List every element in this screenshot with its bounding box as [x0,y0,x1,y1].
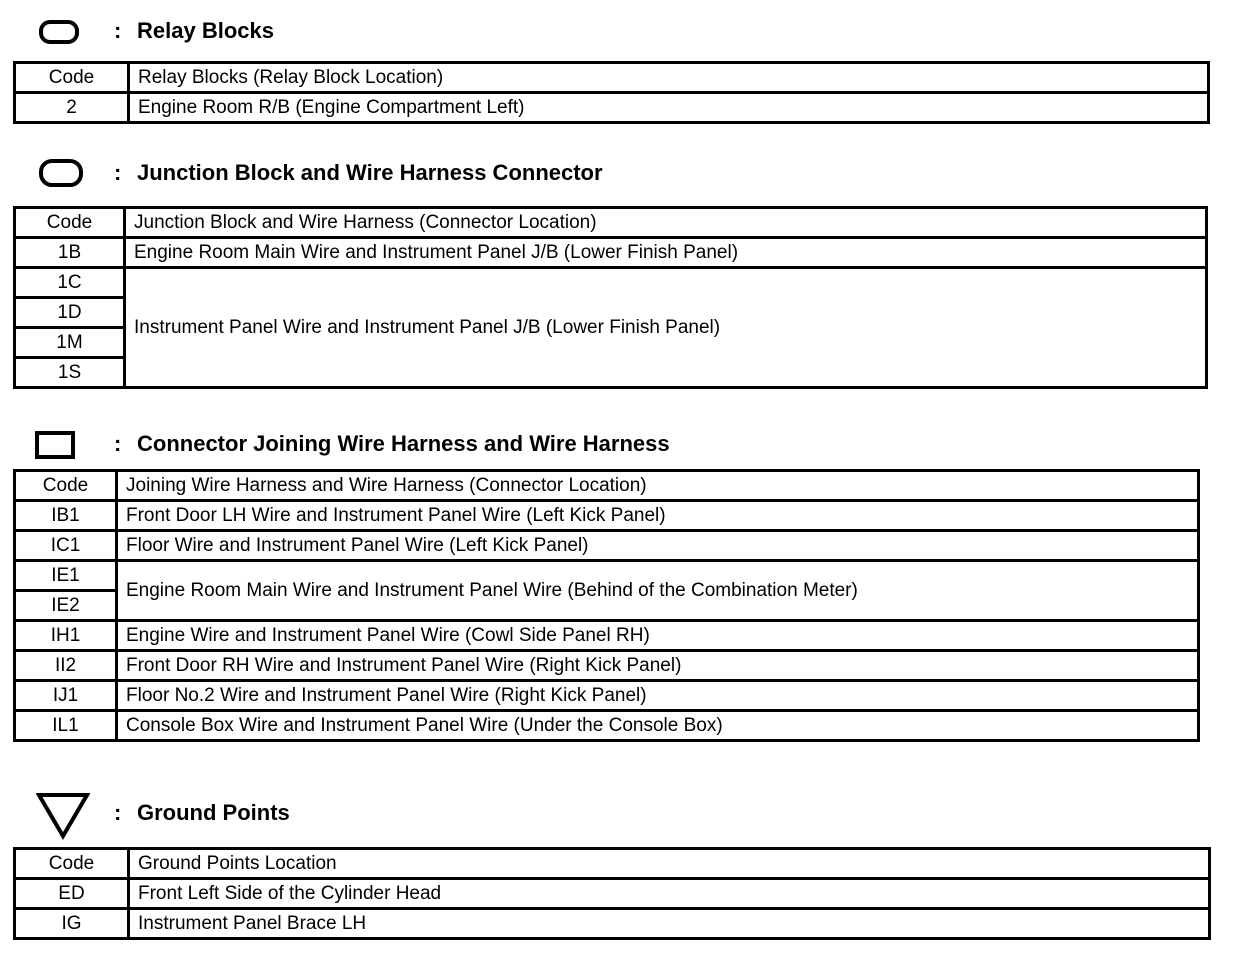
table-row [15,711,1199,741]
code-cell: ED [15,879,129,909]
description-cell: Front Door LH Wire and Instrument Panel Wire (Left Kick Panel) [117,501,1199,531]
code-cell: IC1 [15,531,117,561]
connector-symbol-icon [35,431,75,459]
code-cell: 1D [15,298,125,328]
section-colon: : [114,800,122,825]
table-row [15,651,1199,681]
table-row [15,879,1210,909]
description-cell: Floor Wire and Instrument Panel Wire (Left Kick Panel) [117,531,1199,561]
code-cell: IE2 [15,591,117,621]
code-cell: 1C [15,268,125,298]
description-header: Joining Wire Harness and Wire Harness (Connector Location) [117,471,1199,501]
table-row [15,909,1210,939]
table-row [15,93,1209,123]
ground-points-table [13,847,1211,940]
description-cell: Front Door RH Wire and Instrument Panel Wire (Right Kick Panel) [117,651,1199,681]
relay-blocks-title: Relay Blocks [137,18,274,43]
table-row [15,621,1199,651]
code-cell: 2 [15,93,129,123]
code-header: Code [15,63,129,93]
connector-joining-table [13,469,1200,742]
code-cell: 1B [15,238,125,268]
table-header-row [15,471,1199,501]
description-header: Junction Block and Wire Harness (Connector Location) [125,208,1207,238]
code-header: Code [15,849,129,879]
description-cell: Engine Room Main Wire and Instrument Panel J/B (Lower Finish Panel) [125,238,1207,268]
relay-blocks-table [13,61,1210,124]
junction-block-title: Junction Block and Wire Harness Connector [137,160,603,185]
code-cell: IG [15,909,129,939]
description-cell: Engine Wire and Instrument Panel Wire (Cowl Side Panel RH) [117,621,1199,651]
section-colon: : [114,18,122,43]
description-header: Relay Blocks (Relay Block Location) [129,63,1209,93]
table-row [15,531,1199,561]
relay-block-symbol-icon [39,20,79,44]
code-cell: IE1 [15,561,117,591]
section-colon: : [114,160,122,185]
code-cell: 1M [15,328,125,358]
table-header-row [15,63,1209,93]
description-cell: Instrument Panel Brace LH [129,909,1210,939]
description-cell: Console Box Wire and Instrument Panel Wire (Under the Console Box) [117,711,1199,741]
code-cell: IB1 [15,501,117,531]
code-header: Code [15,471,117,501]
table-header-row [15,849,1210,879]
code-cell: IL1 [15,711,117,741]
code-cell: IJ1 [15,681,117,711]
ground-point-triangle-icon [36,792,90,840]
table-row [15,501,1199,531]
description-cell: Instrument Panel Wire and Instrument Panel J/B (Lower Finish Panel) [125,268,1207,388]
table-header-row [15,208,1207,238]
ground-points-title: Ground Points [137,800,290,825]
table-row [15,238,1207,268]
code-cell: IH1 [15,621,117,651]
code-cell: 1S [15,358,125,388]
junction-block-table [13,206,1208,389]
table-row [15,268,1207,298]
description-cell: Floor No.2 Wire and Instrument Panel Wire (Right Kick Panel) [117,681,1199,711]
description-cell: Engine Room R/B (Engine Compartment Left) [129,93,1209,123]
section-colon: : [114,431,122,456]
table-row [15,681,1199,711]
code-cell: II2 [15,651,117,681]
table-row [15,561,1199,591]
description-cell: Engine Room Main Wire and Instrument Panel Wire (Behind of the Combination Meter) [117,561,1199,621]
junction-block-symbol-icon [39,159,83,187]
description-header: Ground Points Location [129,849,1210,879]
connector-joining-title: Connector Joining Wire Harness and Wire Harness [137,431,670,456]
code-header: Code [15,208,125,238]
description-cell: Front Left Side of the Cylinder Head [129,879,1210,909]
